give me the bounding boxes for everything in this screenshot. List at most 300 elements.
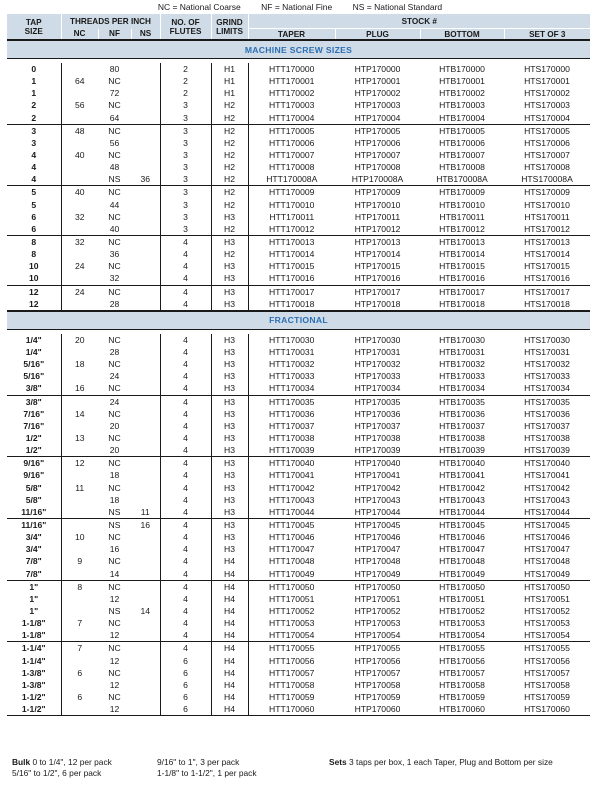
empty-cell [131,137,160,149]
flutes: 3 [160,112,211,125]
tpi: 40 [61,186,98,199]
table-row [7,654,590,666]
grind-limit: H3 [211,494,248,506]
table-row [7,87,590,99]
stock-plug: HTP170031 [354,347,401,358]
stock-taper: HTT170043 [269,494,315,505]
flutes: 2 [160,63,211,75]
stock-plug: HTP170044 [354,506,401,517]
table-row [7,112,590,125]
stock-plug: HTP170005 [335,124,420,137]
table-row [7,285,590,298]
stock-taper: HTT170008A [266,174,318,185]
tpi: 6 [77,667,83,678]
thread-type: NC [108,100,121,111]
stock-plug: HTP170000 [354,64,401,75]
stock-set: HTS170011 [524,211,570,222]
flutes: 4 [160,469,211,481]
tap-size: 3/4" [7,543,61,555]
tpi: 36 [140,174,151,185]
tap-size: 9/16" [7,457,61,470]
table-row [7,186,590,199]
tap-size: 5/16" [7,358,61,370]
stock-bottom: HTB170046 [439,532,485,543]
header-no-of-flutes: NO. OF FLUTES [160,14,211,40]
flutes: 4 [160,444,211,457]
stock-set: HTS170041 [524,470,570,481]
stock-set: HTS170058 [524,679,570,690]
stock-plug: HTP170032 [354,359,401,370]
tap-size: 1/2" [7,444,61,457]
stock-bottom: HTB170039 [439,445,485,456]
stock-plug: HTP170010 [354,199,401,210]
stock-bottom: HTB170016 [439,273,485,284]
grind-limit: H3 [211,272,248,285]
stock-bottom: HTB170005 [420,124,504,137]
empty-cell [131,494,160,506]
flutes: 3 [160,161,211,173]
table-row [7,432,590,444]
stock-bottom: HTB170045 [420,518,504,531]
grind-limit: H2 [211,124,248,137]
stock-set: HTS170056 [524,655,570,666]
legend-nf: NF = National Fine [261,2,333,12]
stock-plug: HTP170004 [354,112,401,123]
bulk-line-1: 0 to 1/4", 12 per pack [32,757,112,767]
tpi: 14 [74,408,85,419]
tpi: 11 [75,482,85,493]
tap-size: 3/8" [7,382,61,395]
empty-cell [61,543,98,555]
tpi: 28 [109,347,120,358]
thread-type: NC [108,76,121,87]
stock-set: HTS170015 [524,261,570,272]
stock-set: HTS170047 [524,544,570,555]
stock-taper: HTT170006 [269,137,315,148]
grind-limit: H4 [211,667,248,679]
stock-set: HTS170031 [524,347,570,358]
empty-cell [131,642,160,655]
stock-taper: HTT170058 [269,679,315,690]
tpi: 8 [61,580,98,593]
stock-plug: HTP170009 [335,186,420,199]
tpi: 32 [74,211,85,222]
grind-limit: H4 [211,567,248,580]
flutes: 4 [160,260,211,272]
empty-cell [61,248,98,260]
stock-bottom: HTB170006 [439,137,485,148]
empty-cell [131,75,160,87]
stock-plug: HTP170043 [354,494,401,505]
grind-limit: H3 [211,298,248,311]
table-body [7,40,590,716]
flutes: 4 [160,580,211,593]
stock-taper: HTT170007 [269,150,315,161]
thread-type: NC [98,580,131,593]
empty-cell [131,444,160,457]
bulk-line-4: 1-1/8" to 1-1/2", 1 per pack [157,768,257,778]
tpi: 20 [109,420,120,431]
stock-taper: HTT170040 [248,457,335,470]
flutes: 4 [160,235,211,248]
stock-set: HTS170016 [524,273,570,284]
stock-bottom: HTB170040 [420,457,504,470]
grind-limit: H4 [211,593,248,605]
tap-size: 7/8" [7,555,61,567]
grind-limit: H3 [211,382,248,395]
tap-size: 5/8" [7,494,61,506]
header-threads-per-inch: THREADS PER INCH [61,14,160,29]
empty-cell [131,543,160,555]
flutes: 2 [160,75,211,87]
stock-set: HTS170000 [524,64,570,75]
tpi: 32 [61,235,98,248]
stock-bottom: HTB170000 [439,64,485,75]
thread-type: NC [108,433,121,443]
grind-limit: H2 [211,99,248,111]
empty-cell [131,285,160,298]
grind-limit: H4 [211,679,248,691]
tpi: 12 [109,630,120,641]
thread-type: NC [98,457,131,470]
stock-plug: HTP170008 [354,162,401,173]
stock-bottom: HTB170001 [439,76,485,87]
grind-limit: H3 [211,334,248,346]
tpi: 14 [140,605,151,616]
empty-cell [131,555,160,567]
legend-ns: NS = National Standard [352,2,443,12]
table-row [7,482,590,494]
stock-bottom: HTB170008 [439,162,485,173]
thread-type: NC [98,642,131,655]
grind-limit: H1 [211,75,248,87]
tpi: 18 [109,494,120,505]
stock-set: HTS170048 [524,556,570,567]
tap-size: 7/16" [7,420,61,432]
tpi: 16 [74,383,85,394]
thread-type: NC [98,285,131,298]
grind-limit: H4 [211,555,248,567]
grind-limit: H3 [211,346,248,358]
stock-taper: HTT170056 [269,655,315,666]
stock-plug: HTP170060 [335,703,420,716]
stock-plug: HTP170007 [354,150,401,161]
table-row [7,223,590,236]
stock-set: HTS170007 [524,150,570,161]
table-row [7,248,590,260]
stock-set: HTS170030 [524,334,570,345]
table-row [7,199,590,211]
empty-cell [131,63,160,75]
empty-cell [61,593,98,605]
bulk-label: Bulk [12,757,31,767]
grind-limit: H3 [211,469,248,481]
sets-label: Sets [329,757,347,767]
stock-plug: HTP170038 [354,433,401,443]
empty-cell [61,469,98,481]
tap-size: 2 [7,112,61,125]
empty-cell [131,531,160,543]
flutes: 3 [160,211,211,223]
tap-size: 3/4" [7,531,61,543]
stock-plug: HTP170040 [335,457,420,470]
stock-set: HTS170049 [524,568,570,579]
table-row [7,235,590,248]
empty-cell [61,63,98,75]
stock-taper: HTT170049 [269,568,315,579]
flutes: 4 [160,382,211,395]
stock-taper: HTT170046 [269,532,315,543]
table-row [7,593,590,605]
stock-bottom: HTB170004 [439,112,485,123]
table-row [7,617,590,629]
empty-cell [131,580,160,593]
grind-limit: H2 [211,173,248,186]
stock-set: HTS170010 [524,199,570,210]
stock-taper: HTT170037 [269,420,315,431]
grind-limit: H3 [211,211,248,223]
stock-taper: HTT170052 [269,605,315,616]
table-row [7,161,590,173]
empty-cell [131,593,160,605]
table-row [7,567,590,580]
stock-bottom: HTB170054 [439,630,485,641]
grind-limit: H3 [211,457,248,470]
table-row [7,124,590,137]
stock-bottom: HTB170031 [439,347,485,358]
tpi: 48 [109,162,120,173]
stock-plug: HTP170037 [354,420,401,431]
stock-bottom: HTB170010 [439,199,485,210]
empty-cell [61,346,98,358]
stock-set: HTS170005 [504,124,590,137]
stock-bottom: HTB170049 [439,568,485,579]
flutes: 3 [160,173,211,186]
stock-plug: HTP170036 [354,408,401,419]
empty-cell [131,235,160,248]
flutes: 3 [160,186,211,199]
flutes: 4 [160,285,211,298]
table-row [7,691,590,703]
stock-set: HTS170046 [524,532,570,543]
stock-plug: HTP170012 [354,223,401,234]
tpi: 12 [61,457,98,470]
tpi: 32 [109,273,120,284]
tap-size: 1-1/2" [7,703,61,716]
empty-cell [131,567,160,580]
stock-plug: HTP170033 [354,371,401,382]
empty-cell [131,482,160,494]
flutes: 4 [160,346,211,358]
stock-set: HTS170003 [524,100,570,111]
stock-set: HTS170034 [524,383,570,394]
stock-taper: HTT170054 [269,630,315,641]
thread-type: NC [108,408,121,419]
table-row [7,629,590,642]
table-row [7,63,590,75]
stock-taper: HTT170039 [269,445,315,456]
flutes: 4 [160,593,211,605]
table-row [7,679,590,691]
tap-size: 9/16" [7,469,61,481]
tap-size: 10 [7,260,61,272]
stock-plug: HTP170048 [354,556,401,567]
empty-cell [131,408,160,420]
stock-taper: HTT170047 [269,544,315,555]
table-row [7,703,590,716]
tap-size: 5 [7,186,61,199]
empty-cell [61,137,98,149]
stock-taper: HTT170012 [269,223,315,234]
tap-size: 1/2" [7,432,61,444]
stock-set: HTS170036 [524,408,570,419]
flutes: 3 [160,149,211,161]
stock-plug: HTP170049 [354,568,401,579]
tpi: 24 [74,261,85,272]
thread-type: NC [108,618,121,629]
tpi: 14 [109,568,120,579]
flutes: 3 [160,223,211,236]
stock-set: HTS170043 [524,494,570,505]
flutes: 4 [160,494,211,506]
stock-set: HTS170012 [524,223,570,234]
tap-size: 12 [7,298,61,311]
stock-bottom: HTB170051 [439,593,485,604]
stock-set: HTS170045 [504,518,590,531]
tap-size: 1-1/2" [7,691,61,703]
grind-limit: H4 [211,580,248,593]
flutes: 2 [160,87,211,99]
stock-taper: HTT170018 [269,298,315,309]
stock-bottom: HTB170033 [439,371,485,382]
thread-type: NC [98,124,131,137]
header-grind-limits: GRIND LIMITS [211,14,248,40]
grind-limit: H2 [211,112,248,125]
stock-bottom: HTB170030 [439,334,485,345]
sets-note [329,757,553,768]
empty-cell [61,173,98,186]
stock-plug: HTP170054 [354,630,401,641]
stock-bottom: HTB170042 [439,482,485,493]
tap-stock-table [7,14,590,716]
tpi: 11 [140,506,150,517]
flutes: 6 [160,691,211,703]
empty-cell [131,124,160,137]
stock-bottom: HTB170050 [420,580,504,593]
empty-cell [131,149,160,161]
tpi: 56 [74,100,85,111]
grind-limit: H4 [211,605,248,617]
stock-taper: HTT170060 [248,703,335,716]
grind-limit: H4 [211,629,248,642]
stock-set: HTS170038 [524,433,570,443]
flutes: 4 [160,482,211,494]
tap-size: 1/4" [7,346,61,358]
bulk-note [12,757,112,779]
stock-taper: HTT170051 [269,593,315,604]
stock-taper: HTT170036 [269,408,315,419]
empty-cell [61,679,98,691]
table-row [7,75,590,87]
stock-taper: HTT170038 [269,433,315,443]
flutes: 3 [160,124,211,137]
empty-cell [61,654,98,666]
empty-cell [131,691,160,703]
stock-plug: HTP170051 [354,593,401,604]
stock-taper: HTT170013 [248,235,335,248]
header-nf: NF [98,29,131,41]
stock-bottom: HTB170012 [439,223,485,234]
empty-cell [131,457,160,470]
flutes: 4 [160,567,211,580]
table-row [7,260,590,272]
grind-limit: H3 [211,358,248,370]
stock-set: HTS170052 [524,605,570,616]
empty-cell [61,395,98,408]
grind-limit: H2 [211,161,248,173]
stock-set: HTS170009 [504,186,590,199]
flutes: 4 [160,272,211,285]
tap-size: 1-1/4" [7,642,61,655]
tpi: 18 [74,359,85,370]
stock-bottom: HTB170038 [439,433,485,443]
stock-bottom: HTB170034 [439,383,485,394]
stock-bottom: HTB170009 [420,186,504,199]
stock-taper: HTT170009 [248,186,335,199]
tpi: 56 [109,137,120,148]
thread-type: NC [108,211,121,222]
stock-set: HTS170040 [504,457,590,470]
stock-taper: HTT170015 [269,261,315,272]
tap-size: 1/4" [7,334,61,346]
stock-plug: HTP170030 [354,334,401,345]
header-taper: TAPER [248,29,335,41]
stock-plug: HTP170050 [335,580,420,593]
tpi: 12 [109,679,120,690]
tap-size: 1-1/8" [7,617,61,629]
flutes: 4 [160,617,211,629]
empty-cell [131,346,160,358]
empty-cell [131,358,160,370]
stock-taper: HTT170059 [269,691,315,702]
stock-bottom: HTB170044 [439,506,485,517]
tap-size: 1" [7,593,61,605]
empty-cell [61,703,98,716]
stock-set: HTS170008 [524,162,570,173]
stock-plug: HTP170008A [351,174,404,185]
grind-limit: H3 [211,543,248,555]
tap-size: 6 [7,223,61,236]
flutes: 4 [160,248,211,260]
stock-plug: HTP170003 [354,100,401,111]
table-row [7,149,590,161]
table-row [7,382,590,395]
stock-taper: HTT170033 [269,371,315,382]
tap-size: 3 [7,137,61,149]
grind-limit: H3 [211,506,248,519]
empty-cell [131,334,160,346]
empty-cell [131,272,160,285]
grind-limit: H2 [211,248,248,260]
stock-bottom: HTB170008A [436,174,488,185]
tap-size: 1-1/8" [7,629,61,642]
tap-size: 12 [7,285,61,298]
flutes: 4 [160,358,211,370]
stock-bottom: HTB170007 [439,150,485,161]
tpi: 12 [98,703,131,716]
stock-plug: HTP170059 [354,691,401,702]
empty-cell [131,87,160,99]
